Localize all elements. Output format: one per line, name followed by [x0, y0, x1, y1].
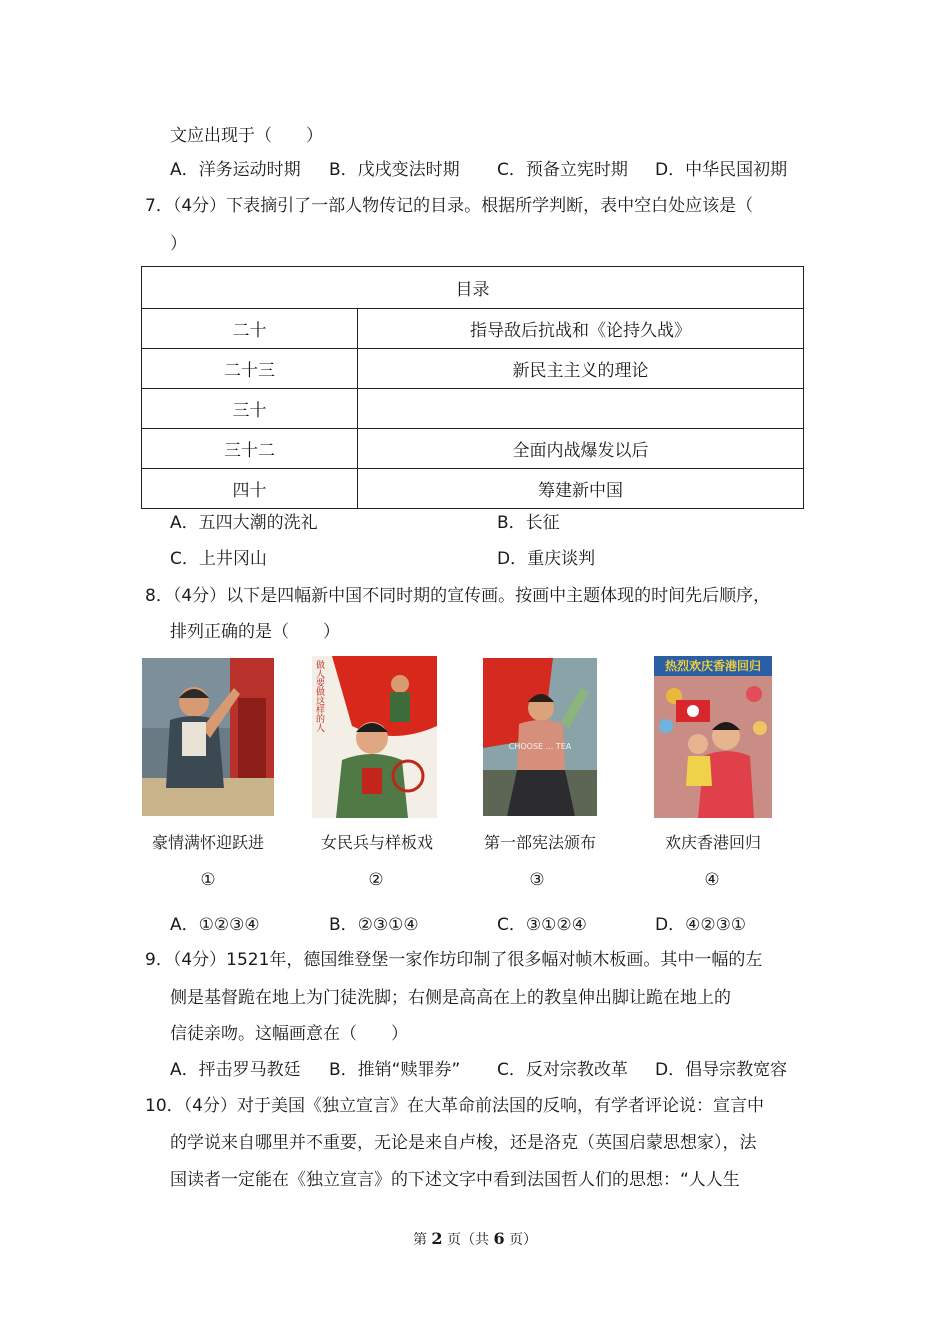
toc-chapter: 四十: [142, 469, 358, 509]
q8-option-a: A．①②③④: [170, 915, 260, 935]
footer-prefix: 第: [412, 1232, 427, 1248]
q9-option-d: D．倡导宗教宽容: [655, 1060, 788, 1080]
poster-side-text: 做人要做这样的人: [314, 660, 324, 732]
q9-option-c: C．反对宗教改革: [497, 1060, 628, 1080]
poster-caption: 女民兵与样板戏: [320, 833, 433, 852]
footer-suffix: 页）: [509, 1232, 538, 1248]
poster-constitution-image: [483, 658, 597, 816]
toc-title: 指导敌后抗战和《论持久战》: [358, 309, 804, 349]
toc-title: 筹建新中国: [358, 469, 804, 509]
poster-leap-forward-image: [142, 658, 274, 816]
poster-militia-image: [312, 656, 437, 818]
q6-option-a: A．洋务运动时期: [170, 160, 301, 180]
q7-option-c: C．上井冈山: [170, 549, 267, 569]
poster-caption: 欢庆香港回归: [664, 833, 761, 852]
footer-total-pages: 6: [493, 1229, 505, 1248]
toc-chapter: 三十二: [142, 429, 358, 469]
toc-title: 全面内战爆发以后: [358, 429, 804, 469]
q7-stem-close: ）: [170, 234, 187, 254]
q7-option-d: D．重庆谈判: [497, 549, 596, 569]
q7-stem: 7．（4分）下表摘引了一部人物传记的目录。根据所学判断，表中空白处应该是（: [145, 196, 754, 216]
toc-header: 目录: [142, 267, 804, 309]
q6-stem-continuation: 文应出现于（ ）: [170, 126, 323, 146]
q8-option-c: C．③①②④: [497, 915, 587, 935]
q7-option-a: A．五四大潮的洗礼: [170, 513, 318, 533]
poster-banner-text: CHOOSE ... TEA: [508, 742, 572, 751]
poster-number: ④: [704, 870, 720, 890]
page-footer: [0, 1229, 950, 1249]
toc-chapter: 二十三: [142, 349, 358, 389]
q8-stem-cont: 排列正确的是（ ）: [170, 622, 340, 642]
q8-option-d: D．④②③①: [655, 915, 747, 935]
q10-stem: 10．（4分）对于美国《独立宣言》在大革命前法国的反响，有学者评论说：宣言中: [145, 1096, 764, 1116]
q10-stem-cont: 国读者一定能在《独立宣言》的下述文字中看到法国哲人们的思想：“人人生: [170, 1170, 740, 1190]
poster-number: ①: [200, 870, 216, 890]
q6-option-b: B．戊戌变法时期: [329, 160, 460, 180]
poster-number: ③: [529, 870, 545, 890]
q9-option-b: B．推销“赎罪券”: [329, 1060, 461, 1080]
toc-chapter: 二十: [142, 309, 358, 349]
poster-caption: 豪情满怀迎跃进: [151, 833, 264, 852]
footer-mid: 页（共: [447, 1232, 489, 1248]
q7-option-b: B．长征: [497, 513, 560, 533]
toc-chapter: 三十: [142, 389, 358, 429]
q9-stem: 9．（4分）1521年，德国维登堡一家作坊印制了很多幅对帧木板画。其中一幅的左: [145, 950, 763, 970]
q6-option-c: C．预备立宪时期: [497, 160, 628, 180]
poster-caption: 第一部宪法颁布: [483, 833, 596, 852]
q9-stem-cont: 侧是基督跪在地上为门徒洗脚；右侧是高高在上的教皇伸出脚让跪在地上的: [170, 988, 731, 1008]
q8-option-b: B．②③①④: [329, 915, 419, 935]
toc-title: 新民主主义的理论: [358, 349, 804, 389]
q10-stem-cont: 的学说来自哪里并不重要，无论是来自卢梭，还是洛克（英国启蒙思想家），法: [170, 1133, 757, 1153]
poster-number: ②: [368, 870, 384, 890]
q9-option-a: A．抨击罗马教廷: [170, 1060, 301, 1080]
q8-stem: 8．（4分）以下是四幅新中国不同时期的宣传画。按画中主题体现的时间先后顺序，: [145, 586, 771, 606]
q6-option-d: D．中华民国初期: [655, 160, 788, 180]
q9-stem-cont: 信徒亲吻。这幅画意在（ ）: [170, 1024, 408, 1044]
poster-hk-return-image: [654, 656, 772, 818]
footer-page-number: 2: [431, 1229, 443, 1248]
toc-title-blank: [358, 389, 804, 429]
poster-banner-text: 热烈欢庆香港回归: [654, 656, 772, 676]
biography-toc-table: [141, 266, 804, 509]
